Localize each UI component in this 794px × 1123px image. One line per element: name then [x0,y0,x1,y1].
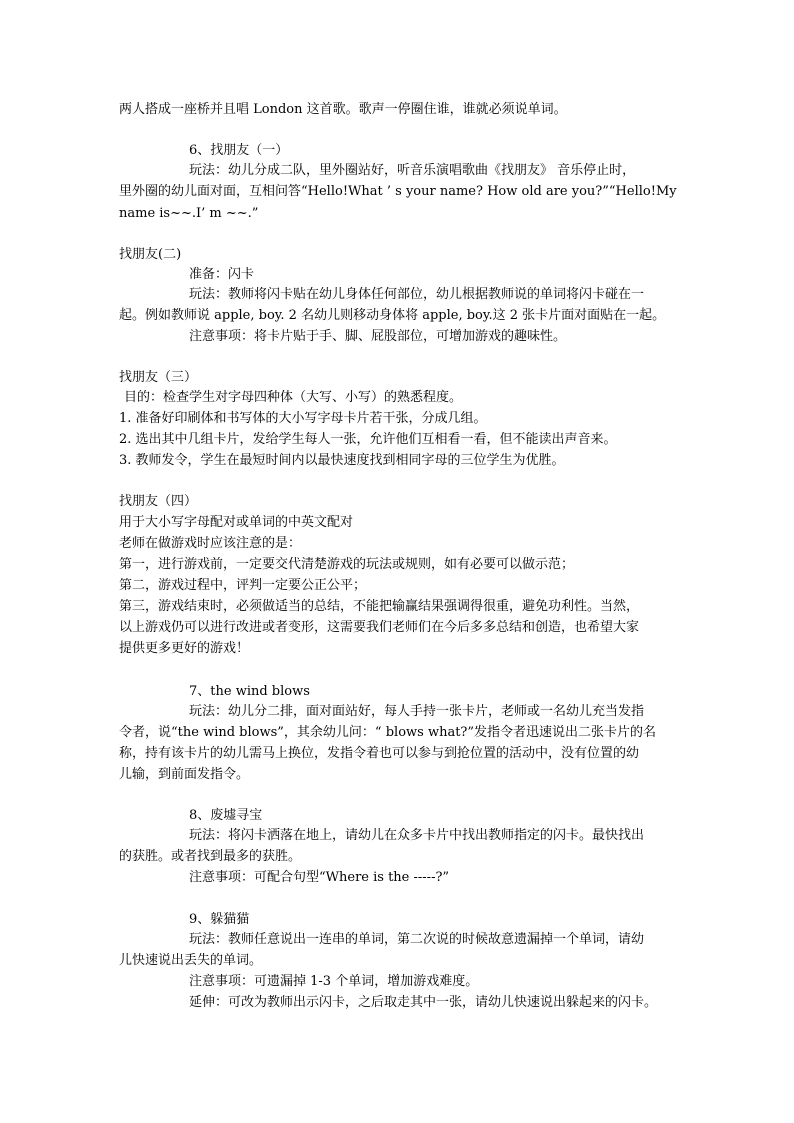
section-heading: 找朋友（四） [119,494,198,509]
paragraph-line: 准备：闪卡 [189,267,255,282]
paragraph-line: 玩法：幼儿分二排，面对面站好，每人手持一张卡片，老师或一名幼儿充当发指 [189,704,645,719]
paragraph-line: 延伸：可改为教师出示闪卡，之后取走其中一张，请幼儿快速说出躲起来的闪卡。 [189,995,658,1010]
paragraph-line: 目的：检查学生对字母四种体（大写、小写）的熟悉程度。 [124,390,463,405]
list-item: 3. 教师发令，学生在最短时间内以最快速度找到相同字母的三位学生为优胜。 [119,453,565,468]
section-heading: 找朋友(二) [119,247,182,262]
paragraph-line: 玩法：教师任意说出一连串的单词，第二次说的时候故意遗漏掉一个单词，请幼 [189,932,645,947]
paragraph-line: 以上游戏仍可以进行改进或者变形，这需要我们老师们在今后多多总结和创造，也希望大家 [119,620,640,635]
paragraph-line: name is~~.I’ m ~~.” [119,206,259,221]
paragraph-line: 提供更多更好的游戏！ [119,641,250,656]
paragraph-line: 起。例如教师说 apple, boy. 2 名幼儿则移动身体将 apple, boy.这 2 张卡片面对面贴在一起。 [119,308,666,323]
section-heading: 6、找朋友（一） [189,143,289,158]
paragraph-line: 注意事项：可配合句型“Where is the -----?” [189,870,450,885]
paragraph-line: 儿输，到前面发指令。 [119,767,250,782]
section-heading: 找朋友（三） [119,370,198,385]
section-heading: 7、the wind blows [189,684,310,699]
paragraph-line: 玩法：幼儿分成二队，里外圈站好，听音乐演唱歌曲《找朋友》 音乐停止时， [189,163,636,178]
paragraph-line: 注意事项：可遗漏掉 1-3 个单词，增加游戏难度。 [189,974,479,989]
paragraph-line: 用于大小写字母配对或单词的中英文配对 [119,515,354,530]
paragraph-line: 里外圈的幼儿面对面，互相问答“Hello!What ’ s your name? How old are you?”“Hello!My [119,184,677,199]
paragraph-line: 注意事项：将卡片贴于手、脚、屁股部位，可增加游戏的趣味性。 [189,329,567,344]
paragraph-line: 第二，游戏过程中，评判一定要公正公平； [119,578,367,593]
paragraph-line: 儿快速说出丢失的单词。 [119,953,263,968]
section-heading: 8、废墟寻宝 [189,808,263,823]
paragraph-line: 的获胜。或者找到最多的获胜。 [119,849,302,864]
list-item: 1. 准备好印刷体和书写体的大小写字母卡片若干张，分成几组。 [119,411,487,426]
paragraph-line: 玩法：教师将闪卡贴在幼儿身体任何部位，幼儿根据教师说的单词将闪卡碰在一 [189,287,645,302]
paragraph-line: 令者，说“the wind blows”，其余幼儿问：“ blows what?”发指令者迅速说出二张卡片的名 [119,725,657,740]
paragraph-line: 两人搭成一座桥并且唱 London 这首歌。歌声一停圈住谁，谁就必须说单词。 [119,102,567,117]
paragraph-line: 老师在做游戏时应该注意的是： [119,536,302,551]
paragraph-line: 第三，游戏结束时，必须做适当的总结，不能把输赢结果强调得很重，避免功利性。当然， [119,599,640,614]
paragraph-line: 玩法：将闪卡洒落在地上，请幼儿在众多卡片中找出教师指定的闪卡。最快找出 [189,828,645,843]
section-heading: 9、躲猫猫 [189,912,250,927]
paragraph-line: 称，持有该卡片的幼儿需马上换位，发指令着也可以参与到抢位置的活动中，没有位置的幼 [119,746,640,761]
paragraph-line: 第一，进行游戏前，一定要交代清楚游戏的玩法或规则，如有必要可以做示范； [119,557,575,572]
list-item: 2. 选出其中几组卡片，发给学生每人一张，允许他们互相看一看，但不能读出声音来。 [119,432,617,447]
